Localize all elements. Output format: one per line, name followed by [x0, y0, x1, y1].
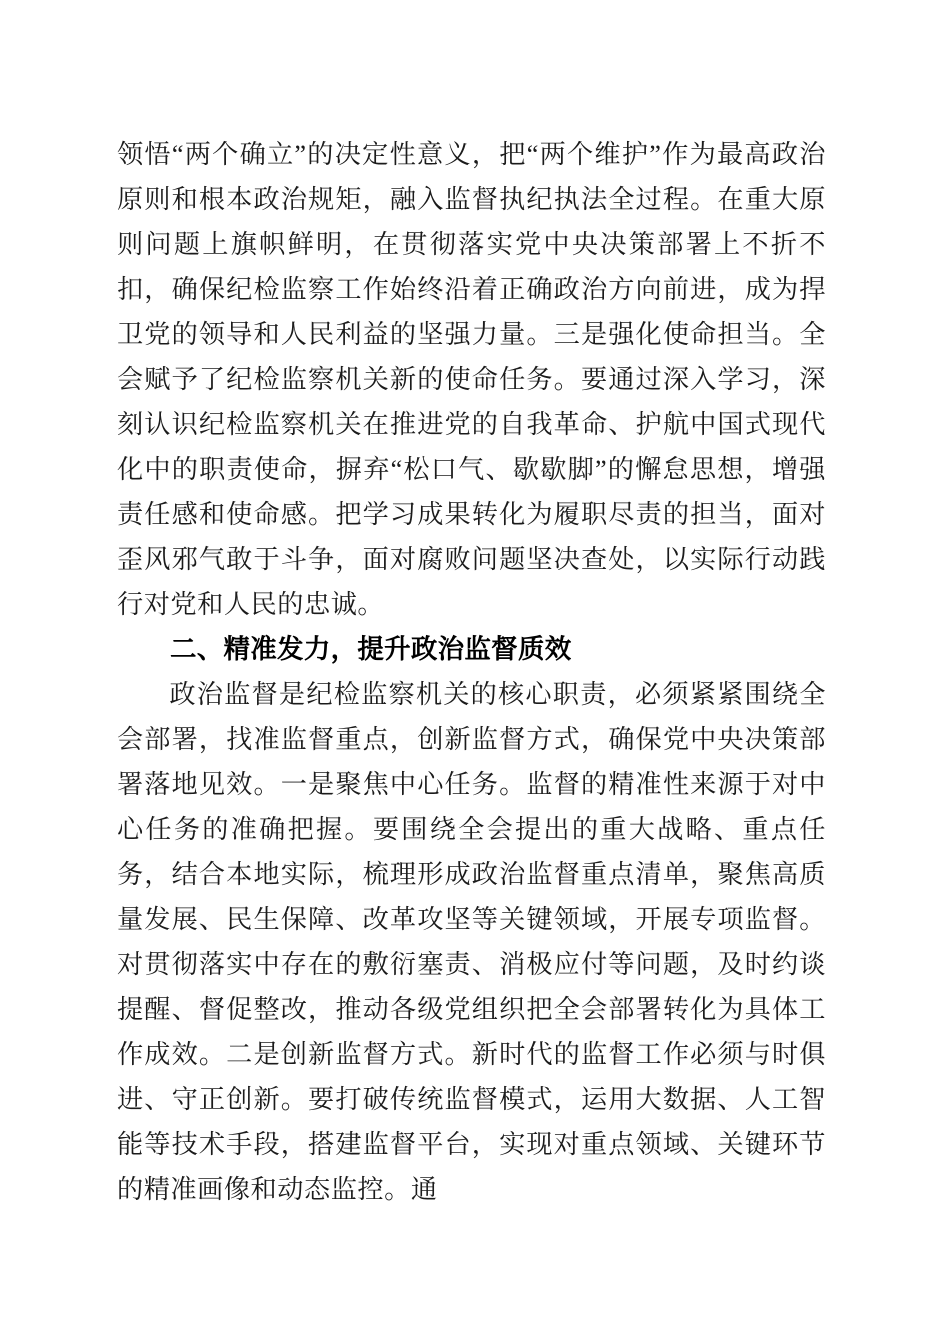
paragraph-political-supervision: 政治监督是纪检监察机关的核心职责，必须紧紧围绕全会部署，找准监督重点，创新监督方式，确保党中央决策部署落地见效。一是聚焦中心任务。监督的精准性来源于对中心任务的准确把握。要围绕全会提出的重大战略、重点任务，结合本地实际，梳理形成政治监督重点清单，聚焦高质量发展、民生保障、改革攻坚等关键领域，开展专项监督。对贯彻落实中存在的敷衍塞责、消极应付等问题，及时约谈提醒、督促整改，推动各级党组织把全会部署转化为具体工作成效。二是创新监督方式。新时代的监督工作必须与时俱进、守正创新。要打破传统监督模式，运用大数据、人工智能等技术手段，搭建监督平台，实现对重点领域、关键环节的精准画像和动态监控。通 — [117, 680, 826, 1204]
paragraph-continued-from-previous-page: 领悟“两个确立”的决定性意义，把“两个维护”作为最高政治原则和根本政治规矩，融入监督执纪执法全过程。在重大原则问题上旗帜鲜明，在贯彻落实党中央决策部署上不折不扣，确保纪检监察工作始终沿着正确政治方向前进，成为捍卫党的领导和人民利益的坚强力量。三是强化使命担当。全会赋予了纪检监察机关新的使命任务。要通过深入学习，深刻认识纪检监察机关在推进党的自我革命、护航中国式现代化中的职责使命，摒弃“松口气、歇歇脚”的懈怠思想，增强责任感和使命感。把学习成果转化为履职尽责的担当，面对歪风邪气敢于斗争，面对腐败问题坚决查处，以实际行动践行对党和人民的忠诚。 — [117, 140, 826, 619]
section-heading-two: 二、精准发力，提升政治监督质效 — [170, 634, 572, 665]
page-body-text-column — [117, 132, 826, 1212]
